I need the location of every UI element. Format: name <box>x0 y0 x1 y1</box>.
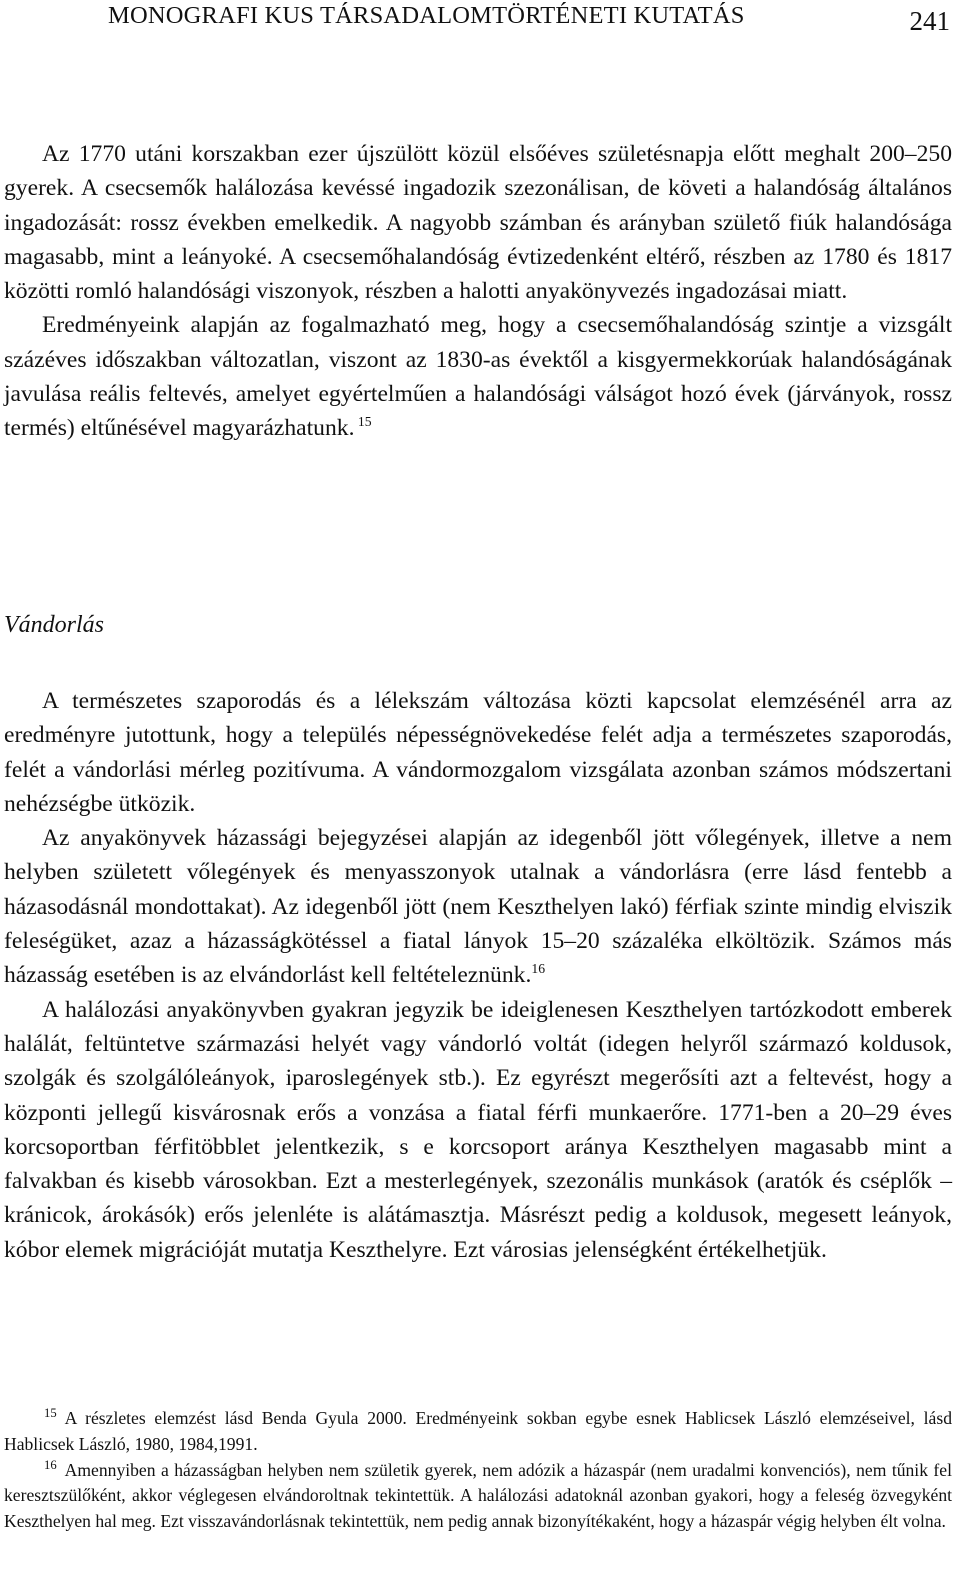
paragraph <box>4 821 952 992</box>
page-number: 241 <box>909 6 950 36</box>
paragraph <box>4 993 952 1267</box>
paragraph-text: Az 1770 utáni korszakban ezer újszülött közül elsőéves születésnapja előtt meghalt 200–250 gyerek. A csecsemők halálozása kevéssé ingadozik szezonálisan, de követi a halandóság általános ingadozását: rossz években emelkedik. A nagyobb számban és arányban születő fiúk halandósága magasabb, mint a leányoké. A csecsemőhalandóság évtizedenként eltérő, részben az 1780 és 1817 közötti romló halandósági viszonyok, részben a halotti anyakönyvezés ingadozásai miatt. <box>4 141 952 305</box>
footnote-text: Amennyiben a házasságban helyben nem születik gyerek, nem adózik a házaspár (nem uradalmi konvenciós), nem tűnik fel keresztszülőként, akkor véglegesen elvándoroltnak tekintettük. A halálozási adatoknál azonban gyakori, hogy a feleség özvegyként Keszthelyen hal meg. Ezt visszavándorlásnak tekintettük, nem pedig annak bizonyítékaként, hogy a házaspár végig helyben élt volna. <box>4 1459 952 1532</box>
paragraph-text: Eredményeink alapján az fogalmazható meg, hogy a csecsemőhalandóság szintje a vizsgált százéves időszakban változatlan, viszont az 1830-as évektől a kisgyermekkorúak halandóságának javulása reális feltevés, amelyet egyértelműen a halandósági válságot hozó évek (járványok, rossz termés) eltűnésével magyarázhatunk. <box>4 312 952 442</box>
section-heading: Vándorlás <box>4 612 105 638</box>
footnote-text: A részletes elemzést lásd Benda Gyula 2000. Eredményeink sokban egybe esnek Hablicsek László elemzéseivel, lásd Hablicsek László, 1980, 1984,1991. <box>4 1408 952 1454</box>
footnote-reference: 16 <box>531 961 546 977</box>
paragraph <box>4 308 952 445</box>
paragraph <box>4 137 952 308</box>
paragraph-text: A természetes szaporodás és a lélekszám változása közti kapcsolat elemzésénél arra az eredményre jutottunk, hogy a település népességnövekedése felét adja a természetes szaporodás, felét a vándorlási mérleg pozitívuma. A vándormozgalom vizsgálata azonban számos módszertani nehézségbe ütközik. <box>4 688 952 817</box>
footnote-mark: 15 <box>44 1406 57 1421</box>
footnote-mark: 16 <box>44 1457 57 1472</box>
footnote <box>4 1406 952 1458</box>
footnote <box>4 1458 952 1535</box>
body-text-top <box>4 137 952 446</box>
footnote-reference: 15 <box>354 414 372 430</box>
body-text-bottom <box>4 684 952 1267</box>
paragraph <box>4 684 952 821</box>
running-header-title: MONOGRAFI KUS TÁRSADALOMTÖRTÉNETI KUTATÁS <box>108 2 745 29</box>
paragraph-text: Az anyakönyvek házassági bejegyzései alapján az idegenből jött vőlegények, illetve a nem helyben született vőlegények és menyasszonyok utalnak a vándorlásra (erre lásd fentebb a házasodásnál mondottakat). Az idegenből jött (nem Keszthelyen lakó) férfiak szinte mindig elviszik feleségüket, azaz a házasságkötéssel a fiatal lányok 15–20 százaléka elköltözik. Számos más házasság esetében is az elvándorlást kell feltételeznünk. <box>4 825 952 989</box>
paragraph-text: A halálozási anyakönyvben gyakran jegyzik be ideiglenesen Keszthelyen tartózkodott emberek halálát, feltüntetve származási helyét vagy vándorló voltát (idegen helyről származó koldusok, szolgák és szolgálóleányok, iparoslegények stb.). Ez egyrészt megerősíti azt a feltevést, hogy a központi jellegű kisvárosnak erős a vonzása a fiatal férfi munkaerőre. 1771-ben a 20–29 éves korcsoportban férfitöbblet jelentkezik, s e korcsoport aránya Keszthelyen magasabb mint a falvakban és kisebb városokban. Ezt a mesterlegények, szezonális munkások (aratók és cséplők – kránicok, árokásók) erős jelenléte is alátámasztja. Másrészt pedig a koldusok, megesett leányok, kóbor elemek migrációját mutatja Keszthelyre. Ezt városias jelenségként értékelhetjük. <box>4 996 952 1263</box>
footnotes <box>4 1406 952 1535</box>
